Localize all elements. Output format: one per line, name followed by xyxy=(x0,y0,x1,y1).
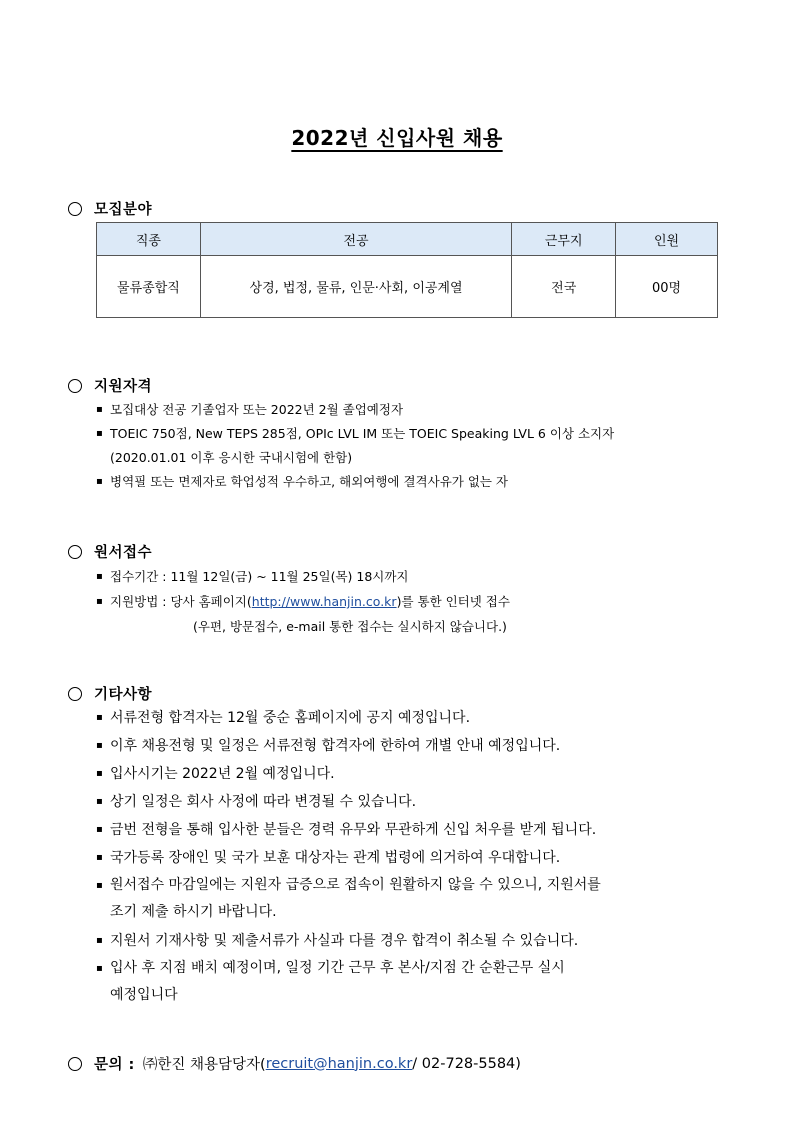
section-heading-contact: 문의 : ㈜한진 채용담당자( recruit@hanjin.co.kr / 02-728-5584) xyxy=(68,1053,521,1074)
list-item: ▪ 금번 전형을 통해 입사한 분들은 경력 유무와 무관하게 신입 처우를 받게 됩니다. xyxy=(96,816,601,844)
table-header-cell: 근무지 xyxy=(512,223,616,256)
section-heading-qualifications: 지원자격 xyxy=(68,375,152,396)
table-header-cell: 전공 xyxy=(200,223,511,256)
contact-email-link[interactable]: recruit@hanjin.co.kr xyxy=(265,1055,413,1072)
section-heading-application: 원서접수 xyxy=(68,541,152,562)
circle-bullet-icon xyxy=(68,202,82,216)
circle-bullet-icon xyxy=(68,1057,82,1071)
qualifications-list xyxy=(96,398,614,494)
list-item: ▪ 병역필 또는 면제자로 학업성적 우수하고, 해외여행에 결격사유가 없는 자 xyxy=(96,470,614,494)
list-item: ▪ 국가등록 장애인 및 국가 보훈 대상자는 관계 법령에 의거하여 우대합니다. xyxy=(96,844,601,872)
list-item: ▪ 원서접수 마감일에는 지원자 급증으로 접속이 원활하지 않을 수 있으니, 지원서를 조기 제출 하시기 바랍니다. xyxy=(96,872,601,927)
circle-bullet-icon xyxy=(68,687,82,701)
section-heading-recruit: 모집분야 xyxy=(68,198,152,219)
list-item: ▪ 상기 일정은 회사 사정에 따라 변경될 수 있습니다. xyxy=(96,788,601,816)
table-cell: 물류종합직 xyxy=(97,256,201,318)
section-heading-etc: 기타사항 xyxy=(68,683,152,704)
recruit-table xyxy=(96,222,718,318)
list-item: ▪ 접수기간 : 11월 12일(금) ~ 11월 25일(목) 18시까지 xyxy=(96,564,510,589)
list-item: ▪ TOEIC 750점, New TEPS 285점, OPIc LVL IM 또는 TOEIC Speaking LVL 6 이상 소지자 (2020.01.01 이후 응시한 국내시험에 한함) xyxy=(96,422,614,470)
circle-bullet-icon xyxy=(68,379,82,393)
list-item: ▪ 입사 후 지점 배치 예정이며, 일정 기간 근무 후 본사/지점 간 순환근무 실시 예정입니다 xyxy=(96,955,601,1010)
homepage-link[interactable]: http://www.hanjin.co.kr xyxy=(251,594,397,609)
table-cell: 상경, 법정, 물류, 인문·사회, 이공계열 xyxy=(200,256,511,318)
list-item: ▪ 모집대상 전공 기졸업자 또는 2022년 2월 졸업예정자 xyxy=(96,398,614,422)
table-header-cell: 인원 xyxy=(616,223,718,256)
table-row xyxy=(97,256,718,318)
table-header-row xyxy=(97,223,718,256)
qualification-note: (2020.01.01 이후 응시한 국내시험에 한함) xyxy=(110,450,353,465)
table-cell: 00명 xyxy=(616,256,718,318)
table-header-cell: 직종 xyxy=(97,223,201,256)
circle-bullet-icon xyxy=(68,545,82,559)
list-item: ▪ 지원방법 : 당사 홈페이지(http://www.hanjin.co.kr)를 통한 인터넷 접수 xyxy=(96,589,510,614)
etc-list xyxy=(96,704,601,1010)
list-item: ▪ 서류전형 합격자는 12월 중순 홈페이지에 공지 예정입니다. xyxy=(96,704,601,732)
list-item: ▪ 입사시기는 2022년 2월 예정입니다. xyxy=(96,760,601,788)
table-cell: 전국 xyxy=(512,256,616,318)
application-note: (우편, 방문접수, e-mail 통한 접수는 실시하지 않습니다.) xyxy=(193,619,507,634)
list-item: ▪ 이후 채용전형 및 일정은 서류전형 합격자에 한하여 개별 안내 예정입니다. xyxy=(96,732,601,760)
page-title: 2022년 신입사원 채용 xyxy=(291,126,503,150)
application-list xyxy=(96,564,510,614)
list-item: ▪ 지원서 기재사항 및 제출서류가 사실과 다를 경우 합격이 취소될 수 있습니다. xyxy=(96,927,601,955)
